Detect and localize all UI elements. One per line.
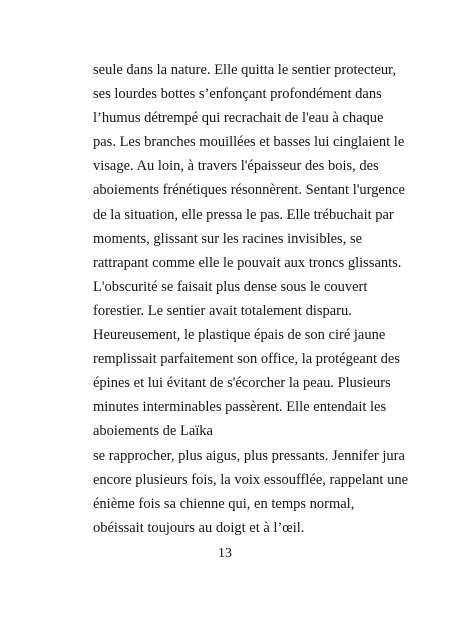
text-line: visage. Au loin, à travers l'épaisseur des bois, des	[93, 158, 379, 175]
text-line: de la situation, elle pressa le pas. Elle trébuchait par	[93, 206, 394, 223]
text-line: remplissait parfaitement son office, la protégeant des	[93, 351, 400, 368]
text-line: ses lourdes bottes s’enfonçant profondément dans	[93, 86, 382, 103]
text-line: minutes interminables passèrent. Elle entendait les	[93, 399, 387, 416]
text-line: rattrapant comme elle le pouvait aux troncs glissants.	[93, 254, 402, 271]
text-line: aboiements frénétiques résonnèrent. Sentant l'urgence	[93, 182, 405, 199]
text-line: Heureusement, le plastique épais de son ciré jaune	[93, 327, 386, 344]
text-line: se rapprocher, plus aigus, plus pressants. Jennifer jura	[93, 447, 405, 464]
text-line: forestier. Le sentier avait totalement disparu.	[93, 302, 352, 319]
text-line: encore plusieurs fois, la voix essoufflée, rappelant une	[93, 471, 409, 488]
text-line: l’humus détrempé qui recrachait de l'eau à chaque	[93, 110, 384, 127]
text-line: obéissait toujours au doigt et à l’œil.	[93, 519, 305, 536]
text-line: seule dans la nature. Elle quitta le sentier protecteur,	[93, 62, 396, 78]
text-line: pas. Les branches mouillées et basses lui cinglaient le	[93, 134, 405, 151]
text-line: L'obscurité se faisait plus dense sous le couvert	[93, 278, 368, 295]
text-line: aboiements de Laïka	[93, 423, 213, 440]
body-text	[93, 58, 409, 540]
text-line: énième fois sa chienne qui, en temps normal,	[93, 495, 355, 512]
page-number: 13	[218, 546, 232, 561]
text-line: épines et lui évitant de s'écorcher la peau. Plusieurs	[93, 375, 391, 392]
text-line: moments, glissant sur les racines invisibles, se	[93, 230, 363, 247]
